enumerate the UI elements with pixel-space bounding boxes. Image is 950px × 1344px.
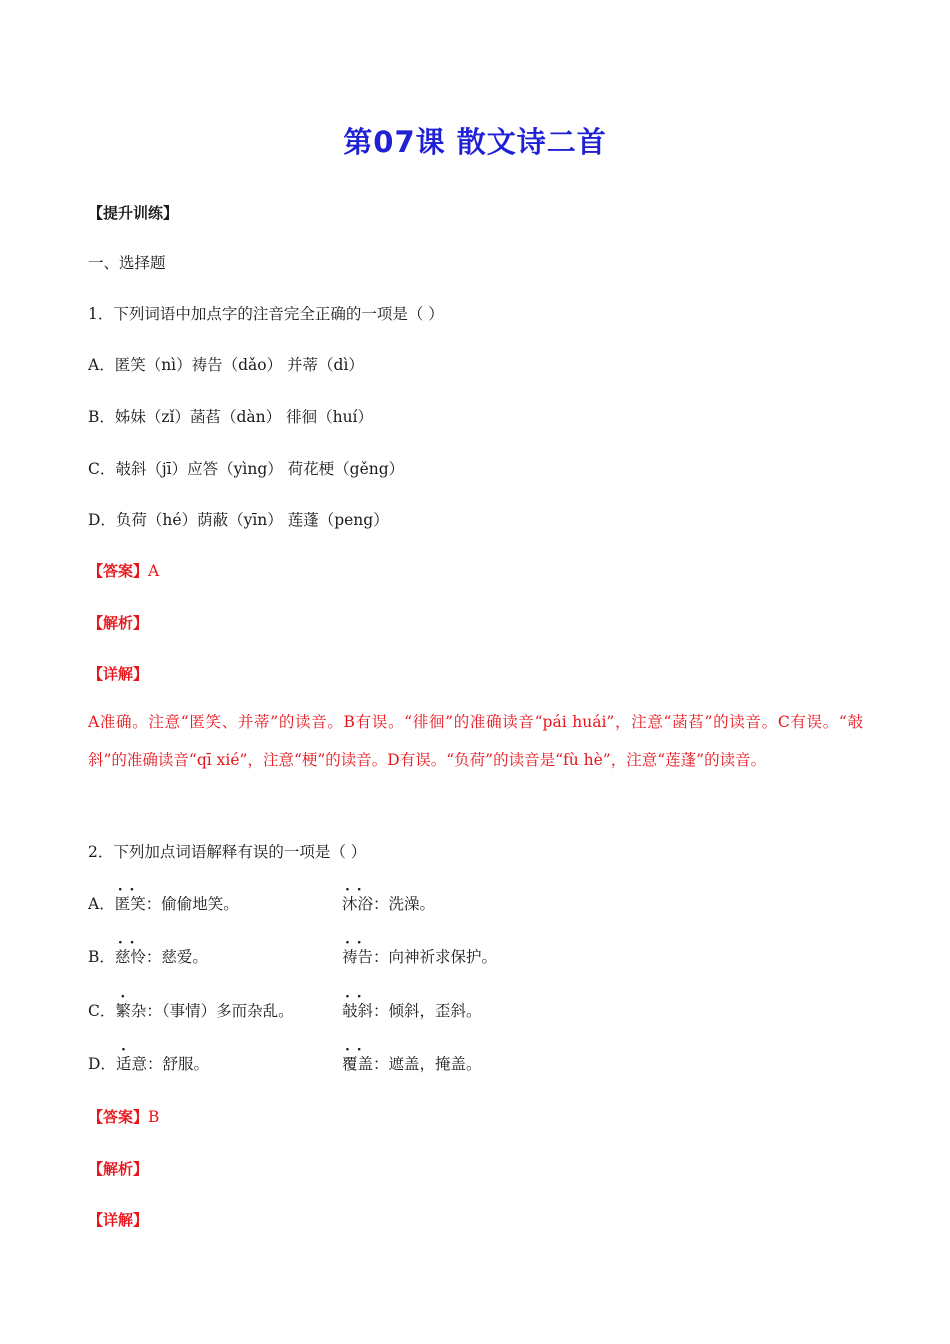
dotted-word: · · 覆盖: [342, 1053, 373, 1075]
dotted-word: 适意: [115, 1055, 147, 1073]
part-heading: 一、选择题: [88, 254, 166, 272]
q2-answer-label: 【答案】: [88, 1108, 149, 1126]
definition: ：慈爱。: [145, 948, 208, 966]
q2-option-d-second: [342, 1053, 482, 1075]
option-letter: C．: [88, 1002, 116, 1020]
dotted-word: · · 匿笑: [115, 893, 146, 915]
q2-option-b-second: [342, 946, 497, 968]
q1-detail-label: 【详解】: [88, 665, 149, 683]
definition: ：偷偷地笑。: [145, 895, 239, 913]
definition: ：（事情）多而杂乱。: [146, 1002, 294, 1020]
question-2-stem: 2．下列加点词语解释有误的一项是（ ）: [88, 843, 367, 861]
q1-answer: [88, 560, 159, 582]
q2-detail-label: 【详解】: [88, 1211, 149, 1229]
option-letter: A．: [88, 895, 115, 913]
q1-option-d: D．负荷（hé）荫蔽（yīn） 莲蓬（peng）: [88, 511, 389, 529]
definition: ：向神祈求保护。: [373, 948, 498, 966]
q2-analysis-label: 【解析】: [88, 1160, 149, 1178]
q2-answer: [88, 1106, 159, 1128]
q1-analysis-label: 【解析】: [88, 614, 149, 632]
q1-answer-label: 【答案】: [88, 562, 149, 580]
question-1-stem: 1．下列词语中加点字的注音完全正确的一项是（ ）: [88, 305, 444, 323]
definition: ：倾斜，歪斜。: [373, 1002, 482, 1020]
q2-option-c: [88, 1000, 482, 1022]
q1-option-b: B．姊妹（zǐ）菡萏（dàn） 徘徊（huí）: [88, 408, 374, 426]
definition: ：洗澡。: [373, 895, 436, 913]
definition: ：遮盖，掩盖。: [373, 1055, 482, 1073]
q1-detail-text: A准确。注意“匿笑、并蒂”的读音。B有误。“徘徊”的准确读音“pái huái”，注意“菡萏”的读音。C有误。“攲斜”的准确读音“qī xié”，注意“梗”的读音。D有误。“负荷”的读音是“fù hè”，注意“莲蓬”的读音。: [88, 713, 863, 769]
dotted-word: · · 祷告: [342, 946, 373, 968]
option-letter: B．: [88, 948, 115, 966]
dotted-word: 繁杂: [115, 1002, 147, 1020]
section-label: 【提升训练】: [88, 204, 179, 222]
q2-option-a-second: [342, 893, 435, 915]
q2-option-a: [88, 893, 436, 915]
dotted-word: · · 慈怜: [115, 946, 146, 968]
q2-option-c-second: [342, 1000, 482, 1022]
q1-option-c: C．攲斜（jī）应答（yìng） 荷花梗（gěng）: [88, 460, 405, 478]
q2-option-b: [88, 946, 498, 968]
q2-option-d: [88, 1053, 482, 1075]
q2-answer-value: B: [148, 1108, 160, 1126]
option-letter: D．: [88, 1055, 116, 1073]
q1-option-a: A．匿笑（nì）祷告（dǎo） 并蒂（dì）: [88, 356, 364, 374]
dotted-word: · · 攲斜: [342, 1000, 373, 1022]
dotted-word: · · 沐浴: [342, 893, 373, 915]
page-title: 第07课 散文诗二首: [343, 125, 607, 159]
definition: ：舒服。: [146, 1055, 209, 1073]
q1-answer-value: A: [148, 562, 160, 580]
